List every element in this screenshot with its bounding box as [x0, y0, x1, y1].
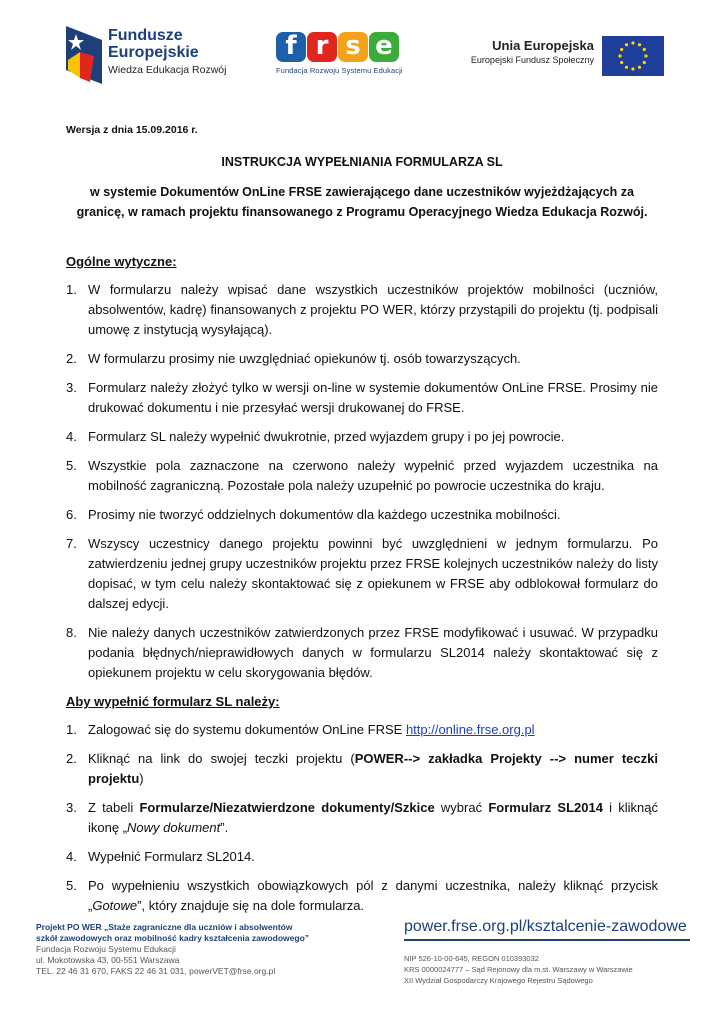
item-text: ”. — [220, 820, 229, 835]
item-text: W formularzu prosimy nie uwzględniać opiekunów tj. osób towarzyszących. — [88, 351, 521, 366]
document-subtitle: w systemie Dokumentów OnLine FRSE zawierającego dane uczestników wyjeżdżających za granicę, w ramach projektu finansowanego z Programu Operacyjnego Wiedza Edukacja Rozwój. — [76, 185, 648, 219]
footer-registration — [404, 953, 690, 986]
footer-address: ul. Mokotowska 43, 00-551 Warszawa — [36, 955, 180, 965]
item-number: 1. — [66, 722, 77, 737]
item-text: Formularz należy złożyć tylko w wersji on-line w systemie dokumentów OnLine FRSE. Prosimy nie drukować dokumentu i nie przesyłać wersji drukowanej do FRSE. — [88, 380, 658, 415]
fe-logo-line3: Wiedza Edukacja Rozwój — [108, 63, 227, 76]
item-text: Formularz SL należy wypełnić dwukrotnie, przed wyjazdem grupy i po jej powrocie. — [88, 429, 565, 444]
frse-letter-s: s — [338, 32, 368, 62]
item-text: wybrać — [434, 800, 489, 815]
list-item — [66, 876, 658, 916]
footer-project-line2: szkół zawodowych oraz mobilność kadry kształcenia zawodowego” — [36, 933, 310, 943]
footer-website: power.frse.org.pl/ksztalcenie-zawodowe — [404, 918, 690, 941]
list-item — [66, 505, 658, 525]
item-text: ”, który znajduje się na dole formularza. — [137, 898, 365, 913]
item-number: 4. — [66, 429, 77, 444]
item-text: i kliknąć ikonę „ — [88, 800, 659, 835]
frse-letter-r: r — [307, 32, 337, 62]
online-frse-link[interactable]: http://online.frse.org.pl — [405, 722, 535, 737]
item-number: 5. — [66, 458, 77, 473]
item-number: 1. — [66, 282, 77, 297]
item-text: ) — [139, 771, 144, 786]
document-title: INSTRUKCJA WYPEŁNIANIA FORMULARZA SL — [221, 155, 503, 169]
frse-logo-subtitle: Fundacja Rozwoju Systemu Edukacji — [276, 66, 403, 75]
item-text: Wszystkie pola zaznaczone na czerwono należy wypełnić przed wyjazdem uczestnika na mobilność zagraniczną. Pozostałe pola należy uzupełnić po powrocie uczestnika do kraju. — [88, 458, 658, 493]
frse-letter-f: f — [276, 32, 306, 62]
document-body — [66, 120, 658, 925]
item-text: Po wypełnieniu wszystkich obowiązkowych pól z danymi uczestnika, należy kliknąć przycisk „ — [88, 878, 658, 913]
item-number: 3. — [66, 800, 77, 815]
version-date: Wersja z dnia 15.09.2016 r. — [66, 124, 198, 136]
item-text: Kliknąć na link do swojej teczki projektu ( — [88, 751, 355, 766]
item-text: Z tabeli — [88, 800, 140, 815]
item-bold-text: POWER--> zakładka Projekty --> numer teczki projektu — [88, 751, 658, 786]
item-number: 2. — [66, 751, 77, 766]
frse-logo — [276, 32, 406, 84]
list-item — [66, 534, 658, 614]
page-header — [0, 22, 724, 86]
list-item — [66, 280, 658, 340]
item-number: 7. — [66, 536, 77, 551]
item-number: 8. — [66, 625, 77, 640]
footer-right — [404, 918, 690, 986]
list-item — [66, 456, 658, 496]
footer-left — [36, 922, 356, 977]
footer-krs: KRS 0000024777 – Sąd Rejonowy dla m.st. Warszawy w Warszawie — [404, 965, 633, 974]
item-text: Wszyscy uczestnicy danego projektu powinni być uwzględnieni w jednym formularzu. Po zatwierdzeniu jednej grupy uczestników projektu przez FRSE kolejnych uczestników należy do listy dopisać, w tym celu należy skontaktować się z opiekunem w FRSE aby odblokował formularz do dalszej edycji. — [88, 536, 658, 611]
footer-contact: TEL. 22 46 31 670, FAKS 22 46 31 031, powerVET@frse.org.pl — [36, 966, 276, 976]
footer-project-line1: Projekt PO WER „Staże zagraniczne dla uczniów i absolwentów — [36, 922, 293, 932]
item-bold-text: Formularz SL2014 — [488, 800, 603, 815]
section2-heading: Aby wypełnić formularz SL należy: — [66, 694, 280, 709]
general-guidelines-list — [66, 280, 658, 683]
item-number: 3. — [66, 380, 77, 395]
eu-flag-icon — [602, 36, 664, 76]
footer-nip: NIP 526-10-00-645, REGON 010393032 — [404, 954, 539, 963]
steps-list — [66, 720, 658, 916]
item-italic-text: Gotowe — [92, 898, 138, 913]
footer-org: Fundacja Rozwoju Systemu Edukacji — [36, 944, 176, 954]
item-bold-text: Formularze/Niezatwierdzone dokumenty/Szkice — [139, 800, 435, 815]
frse-letter-e: e — [369, 32, 399, 62]
list-item — [66, 720, 658, 740]
eu-logo-line2: Europejski Fundusz Społeczny — [470, 55, 594, 65]
item-number: 2. — [66, 351, 77, 366]
footer-court: XII Wydział Gospodarczy Krajowego Rejestru Sądowego — [404, 976, 593, 985]
section1-heading: Ogólne wytyczne: — [66, 254, 177, 269]
item-text: Nie należy danych uczestników zatwierdzonych przez FRSE modyfikować i usuwać. W przypadku podania błędnych/nieprawidłowych danych w formularzu SL2014 należy skontaktować się z opiekunem projektu w celu skorygowania błędów. — [88, 625, 658, 680]
item-text: Wypełnić Formularz SL2014. — [88, 849, 255, 864]
item-text: W formularzu należy wpisać dane wszystkich uczestników projektów mobilności (uczniów, absolwentów, kadrę) finansowanych z projektu PO WER, którzy przystąpili do projektu (tj. podpisali umowę z instytucją wysyłającą). — [88, 282, 658, 337]
item-text: Prosimy nie tworzyć oddzielnych dokumentów dla każdego uczestnika mobilności. — [88, 507, 561, 522]
fe-logo-mark-icon — [66, 26, 102, 84]
item-number: 5. — [66, 878, 77, 893]
page-footer — [0, 918, 724, 1008]
fe-logo-line1: Fundusze — [108, 27, 183, 44]
item-number: 4. — [66, 849, 77, 864]
fundusze-europejskie-logo — [66, 26, 236, 84]
list-item — [66, 749, 658, 789]
list-item — [66, 427, 658, 447]
list-item — [66, 623, 658, 683]
eu-logo — [462, 36, 667, 86]
eu-logo-line1: Unia Europejska — [492, 38, 594, 53]
item-number: 6. — [66, 507, 77, 522]
fe-logo-line2: Europejskie — [108, 43, 199, 61]
list-item — [66, 798, 658, 838]
list-item — [66, 378, 658, 418]
list-item — [66, 349, 658, 369]
item-italic-text: Nowy dokument — [127, 820, 221, 835]
list-item — [66, 847, 658, 867]
item-text: Zalogować się do systemu dokumentów OnLine FRSE — [88, 722, 406, 737]
